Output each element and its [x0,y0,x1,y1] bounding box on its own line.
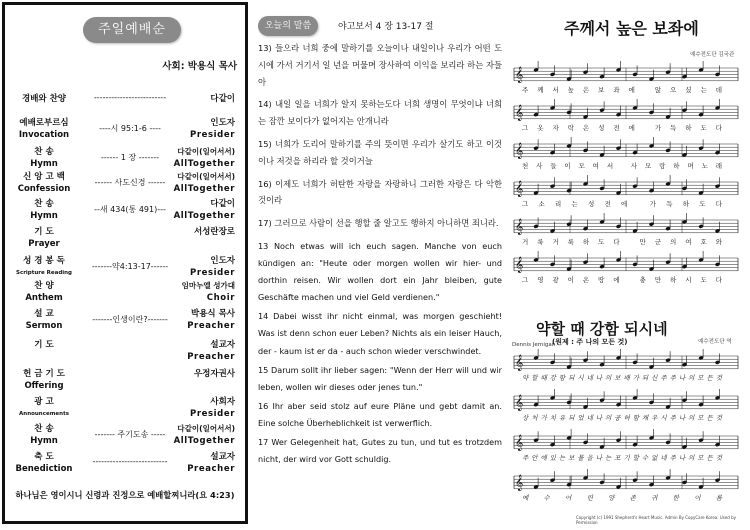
lyrics-line: 그영광이온땅에 충만하시도다 [522,276,722,284]
korean-verse: 14) 내일 일을 너희가 알지 못하는도다 너희 생명이 무엇이냐 너희는 잠깐 보이다가 없어지는 안개니라 [258,99,502,127]
scripture-panel [254,10,502,520]
song1-staves [510,60,742,300]
service-item-leader [174,171,235,195]
song2-author-left: Dennis Jernigan [512,342,556,348]
service-item-leader-ko: 인도자 [210,256,235,266]
lyrics-line: 거룩거룩하도다 만군의여호와 [522,238,722,246]
service-item-label [13,117,75,141]
service-item-label-ko: 헌 금 기 도 [23,369,65,379]
service-item-detail: ------------------------- [93,93,167,102]
lyrics-line: 주께서높은보좌에 앉으셨는데 [522,86,722,94]
staff-system [514,349,738,382]
service-item-leader-en: AllTogether [173,436,235,446]
service-item-label [13,226,75,250]
service-item-leader-en: Preacher [187,352,235,362]
service-item-label [13,171,75,195]
service-item [13,451,235,477]
service-item-detail: -------------------------- [92,457,168,466]
service-item-label-ko: 찬 양 [34,281,54,291]
korean-verse: 17) 그러므로 사람이 선을 행할 줄 알고도 행하지 아니하면 죄니라. [258,218,499,229]
service-item-label [13,396,75,420]
service-item-leader-en: Preacher [187,464,235,474]
service-item-label [13,423,75,447]
service-item-detail: ------ 사도신경 ------ [94,178,166,187]
service-item-label-en: Hymn [30,159,58,169]
service-item-detail: ------ 1 장 ------- [101,153,159,162]
officiant-line: 사회: 박용식 목사 [162,61,237,72]
staff-system [514,137,738,170]
service-item-label-en: Offering [24,381,64,391]
service-item-leader-ko: 사회자 [210,397,235,407]
staff-system [514,213,738,246]
service-item-label [13,255,75,279]
service-item-leader [187,451,235,475]
song1-title: 주께서 높은 보좌에 [564,19,699,38]
service-item-leader-en: Presider [189,409,235,419]
service-item-label [13,93,75,105]
service-item-leader-en: Presider [189,130,235,140]
service-item [13,368,235,394]
service-item-label-ko: 찬 송 [34,199,54,209]
service-item-label-en: Prayer [28,239,60,249]
service-item-leader-en: Presider [189,268,235,278]
service-item-leader-ko: 임마누엘 성가대 [181,281,235,290]
service-item-leader-ko: 인도자 [210,118,235,128]
service-item-label [13,368,75,392]
service-item [13,171,235,197]
service-item [13,280,235,306]
service-item-leader [182,280,235,304]
service-item-leader [190,396,235,420]
service-item-detail: ----시 95:1-6 ---- [99,124,161,133]
treble-clef-icon: 𝄞 [515,105,524,121]
service-item-leader-en: Choir [206,293,235,303]
service-item-label-ko: 경배와 찬양 [21,94,66,104]
staff-system [514,251,738,284]
service-item-label-ko: 찬 송 [34,147,54,157]
service-item-leader [194,368,235,380]
service-item-label-en: Hymn [30,211,58,221]
service-item-leader-ko: 다같이 [210,94,235,104]
service-item-detail: ------- 주기도송 ----- [94,430,166,439]
treble-clef-icon: 𝄞 [515,219,524,235]
treble-clef-icon: 𝄞 [515,355,524,371]
treble-clef-icon: 𝄞 [515,435,524,451]
staff-system [514,389,738,422]
service-item-label-ko: 성 경 봉 독 [23,256,65,266]
treble-clef-icon: 𝄞 [515,143,524,159]
service-item-label [13,280,75,304]
song2-staves [510,348,742,514]
service-item-leader-en: AllTogether [173,211,235,221]
staff-system [514,469,738,502]
order-of-service-panel [2,2,248,524]
closing-verse: 하나님은 영이시니 신령과 진정으로 예배할찌니라(요 4:23) [15,490,235,500]
lyrics-line: 천사들이모여서 사모랑하며노래 [522,162,722,170]
service-item-leader-ko: 설교자 [210,340,235,350]
service-item-label-ko: 예배로부르심 [19,118,69,128]
service-item-leader [174,198,235,222]
service-item-label [13,339,75,351]
service-item-leader-en: AllTogether [173,184,235,194]
service-item-label-en: Announcements [19,411,69,417]
treble-clef-icon: 𝄞 [515,475,524,491]
service-item-label-ko: 광 고 [34,397,54,407]
service-item [13,423,235,449]
todays-word-label: 오늘의 말씀 [258,16,318,36]
lyrics-line: 그옷자락은성전에 가득하도다 [522,124,722,132]
service-item-leader-ko: 다같이(일어서서) [177,172,235,181]
german-verse: 17 Wer Gelegenheit hat, Gutes zu tun, und tut es trotzdem nicht, der wird vor Gott schuldig. [258,437,502,465]
service-item-label-en: Confession [17,184,71,194]
service-item-label-en: Hymn [30,436,58,446]
service-item-leader-ko: 서성란장로 [193,227,235,237]
service-item-leader-ko: 설교자 [210,452,235,462]
service-item-label-ko: 기 도 [34,227,54,237]
service-item-leader-en: Preacher [187,321,235,331]
german-verse: 16 Ihr aber seid stolz auf eure Pläne und gebt damit an. Eine solche Überheblichkeit ist verwerflich. [258,400,502,428]
service-item-label-en: Benediction [15,464,73,474]
treble-clef-icon: 𝄞 [515,395,524,411]
service-item-detail: --새 434(통 491)--- [94,205,166,214]
service-item-leader-ko: 박용식 목사 [190,309,235,319]
service-item-leader-ko: 다같이(일어서서) [177,147,235,156]
copyright-notice: Copyright (c) 1991 Shepherd's Heart Music. Admin By CopyCare Korea. Used by Permission [576,515,736,525]
service-item-leader [194,226,235,238]
lyrics-line: 예수어린양존귀한이름 [522,494,722,502]
treble-clef-icon: 𝄞 [515,67,524,83]
service-item-label [13,451,75,475]
order-of-service-title: 주일예배순 [83,17,181,43]
lyrics-line: 주안에있는보물을나는포기할수없네주나의모든것 [522,454,722,462]
service-item-leader [187,339,235,363]
staff-system [514,175,738,208]
song2-author-right: 예수전도단 역 [698,339,732,345]
lyrics-line: 그소리는성전에 가득하도다 [522,200,722,208]
staff-system [514,429,738,462]
treble-clef-icon: 𝄞 [515,181,524,197]
service-item-leader [190,117,235,141]
service-item-leader-ko: 우정자권사 [193,369,235,379]
service-item-label-en: Anthem [25,293,63,303]
service-item [13,117,235,143]
service-item-label-ko: 설 교 [34,309,54,319]
german-verse: 15 Darum sollt ihr lieber sagen: "Wenn der Herr will und wir leben, wollen wir dieses oder jenes tun." [258,364,502,392]
service-item-detail: -------인생이란?------- [92,315,168,324]
service-item-label-ko: 축 도 [34,452,54,462]
service-item-label-en: Scripture Reading [15,270,72,276]
service-item [13,198,235,224]
song1-composer: 예수전도단 김국관 [690,52,735,58]
german-verse: 13 Noch etwas will ich euch sagen. Manche von euch kündigen an: "Heute oder morgen wollen wir hier- und dorthin reisen. Wir wollen dort ein Jahr bleiben, gute Geschäfte machen und viel Geld verdienen." [258,240,502,303]
service-item-leader-ko: 다같이(일어서서) [177,424,235,433]
service-item [13,226,235,252]
scripture-verses [258,40,502,470]
service-item-label [13,198,75,222]
service-item-leader [210,93,235,105]
korean-verse: 16) 이제도 너희가 허탄한 자랑을 자랑하니 그러한 자랑은 다 악한 것이라 [258,178,502,206]
song2-title: 약할 때 강함 되시네 [536,320,668,338]
service-item [13,255,235,281]
korean-verse: 15) 너희가 도리어 말하기를 주의 뜻이면 우리가 살기도 하고 이것이나 저것을 하리라 할 것이거늘 [258,138,502,166]
song2-subtitle: (원제 : 주 나의 모든 것) [552,338,628,346]
sheet-music-panel [506,4,746,528]
service-item-label [13,146,75,170]
service-item-label-ko: 기 도 [34,340,54,350]
service-item [13,308,235,334]
korean-verse: 13) 들으라 너희 중에 말하기를 오늘이나 내일이나 우리가 어떤 도시에 가서 거기서 일 년을 머물며 장사하여 이익을 보리라 하는 자들아 [258,43,502,87]
lyrics-line: 약할때강함되시네나의보배가되신주주나의모든것 [522,374,722,382]
service-item [13,339,235,365]
treble-clef-icon: 𝄞 [515,257,524,273]
service-item-label-en: Sermon [25,321,63,331]
service-item-label-ko: 신 앙 고 백 [23,172,65,182]
service-item-label [13,308,75,332]
service-item-detail: -------약4:13-17------ [91,262,169,271]
service-item [13,146,235,172]
service-item-label-en: Invocation [18,130,70,140]
service-item [13,396,235,422]
staff-system [514,61,738,94]
german-verse: 14 Dabei wisst ihr nicht einmal, was morgen geschieht! Was ist denn schon euer Leben? Nichts als ein leiser Hauch, der - kaum ist er da - auch schon wieder verschwindet. [258,311,502,356]
lyrics-line: 상처가치유되었네나의공허함채우시주나의모든것 [522,414,722,422]
scripture-reference: 야고보서 4 장 13-17 절 [338,22,434,32]
service-item-leader-en: AllTogether [173,159,235,169]
service-item-leader-ko: 다같이 [210,199,235,209]
service-item-leader [174,146,235,170]
service-item-leader [190,255,235,279]
service-item-leader [187,308,235,332]
service-item-label-ko: 찬 송 [34,424,54,434]
service-item [13,93,235,119]
service-item-leader [174,423,235,447]
staff-system [514,99,738,132]
